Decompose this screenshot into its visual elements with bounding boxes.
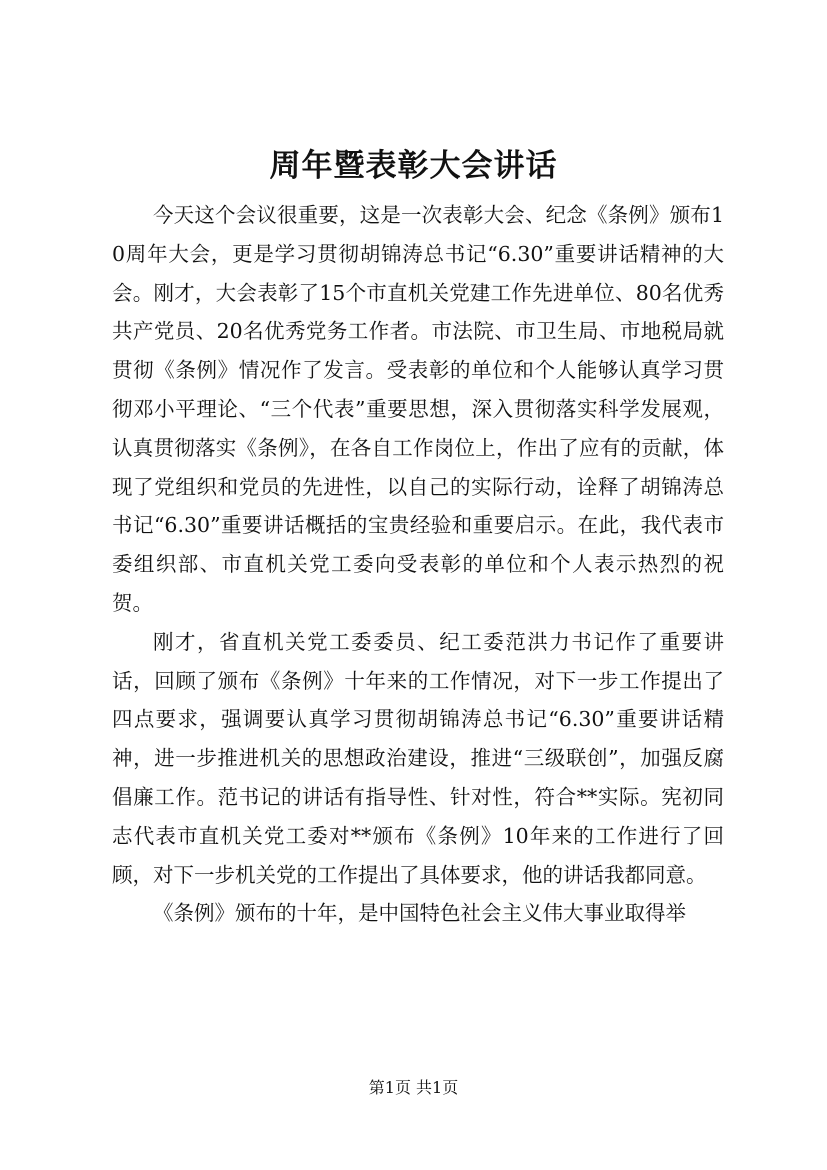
document-title: 周年暨表彰大会讲话 (269, 148, 558, 184)
document-body (112, 196, 724, 933)
page-footer: 第1页 共1页 (368, 1078, 459, 1097)
paragraph-1: 今天这个会议很重要，这是一次表彰大会、纪念《条例》颁布10周年大会，更是学习贯彻胡锦涛总书记“6.30”重要讲话精神的大会。刚才，大会表彰了15个市直机关党建工作先进单位、80名优秀共产党员、20名优秀党务工作者。市法院、市卫生局、市地税局就贯彻《条例》情况作了发言。受表彰的单位和个人能够认真学习贯彻邓小平理论、“三个代表”重要思想，深入贯彻落实科学发展观，认真贯彻落实《条例》，在各自工作岗位上，作出了应有的贡献，体现了党组织和党员的先进性，以自己的实际行动，诠释了胡锦涛总书记“6.30”重要讲话概括的宝贵经验和重要启示。在此，我代表市委组织部、市直机关党工委向受表彰的单位和个人表示热烈的祝贺。 (112, 203, 724, 615)
paragraph-2: 刚才，省直机关党工委委员、纪工委范洪力书记作了重要讲话，回顾了颁布《条例》十年来的工作情况，对下一步工作提出了四点要求，强调要认真学习贯彻胡锦涛总书记“6.30”重要讲话精神，进一步推进机关的思想政治建设，推进“三级联创”，加强反腐倡廉工作。范书记的讲话有指导性、针对性，符合**实际。宪初同志代表市直机关党工委对**颁布《条例》10年来的工作进行了回顾，对下一步机关党的工作提出了具体要求，他的讲话我都同意。 (112, 629, 724, 887)
paragraph-3: 《条例》颁布的十年，是中国特色社会主义伟大事业取得举 (153, 901, 686, 926)
